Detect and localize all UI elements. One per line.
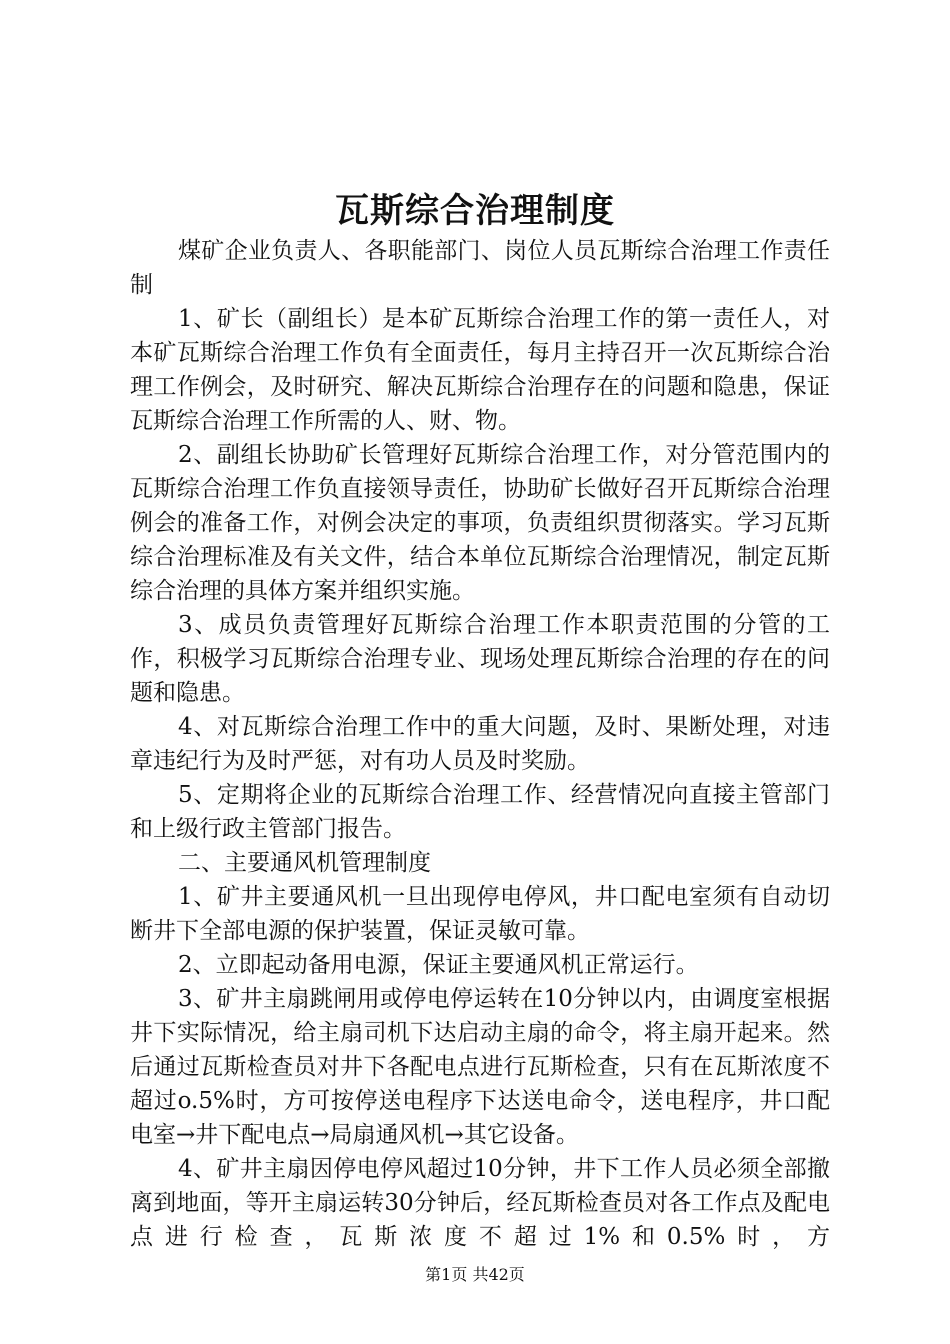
paragraph-item-3: 3、成员负责管理好瓦斯综合治理工作本职责范围的分管的工作，积极学习瓦斯综合治理专业、现场处理瓦斯综合治理的存在的问题和隐患。 bbox=[130, 612, 830, 706]
paragraph-item-1: 1、矿长（副组长）是本矿瓦斯综合治理工作的第一责任人，对本矿瓦斯综合治理工作负有全面责任，每月主持召开一次瓦斯综合治理工作例会，及时研究、解决瓦斯综合治理存在的问题和隐患，保证瓦斯综合治理工作所需的人、财、物。 bbox=[130, 306, 830, 434]
paragraph-ventilation-4: 4、矿井主扇因停电停风超过10分钟，井下工作人员必须全部撤离到地面，等开主扇运转30分钟后，经瓦斯检查员对各工作点及配电点进行检查，瓦斯浓度不超过1%和0.5%时，方 bbox=[130, 1156, 830, 1250]
paragraph-item-2: 2、副组长协助矿长管理好瓦斯综合治理工作，对分管范围内的瓦斯综合治理工作负直接领导责任，协助矿长做好召开瓦斯综合治理例会的准备工作，对例会决定的事项，负责组织贯彻落实。学习瓦斯综合治理标准及有关文件，结合本单位瓦斯综合治理情况，制定瓦斯综合治理的具体方案并组织实施。 bbox=[130, 442, 830, 604]
section-heading-ventilation: 二、主要通风机管理制度 bbox=[178, 850, 431, 876]
page-footer: 第1页 共42页 bbox=[425, 1265, 525, 1284]
paragraph-item-5: 5、定期将企业的瓦斯综合治理工作、经营情况向直接主管部门和上级行政主管部门报告。 bbox=[130, 782, 830, 842]
paragraph-ventilation-2: 2、立即起动备用电源，保证主要通风机正常运行。 bbox=[178, 952, 699, 978]
paragraph-intro: 煤矿企业负责人、各职能部门、岗位人员瓦斯综合治理工作责任制 bbox=[130, 238, 830, 298]
paragraph-item-4: 4、对瓦斯综合治理工作中的重大问题，及时、果断处理，对违章违纪行为及时严惩，对有功人员及时奖励。 bbox=[130, 714, 830, 774]
paragraph-ventilation-3: 3、矿井主扇跳闸用或停电停运转在10分钟以内，由调度室根据井下实际情况，给主扇司机下达启动主扇的命令，将主扇开起来。然后通过瓦斯检查员对井下各配电点进行瓦斯检查，只有在瓦斯浓度不超过o.5%时，方可按停送电程序下达送电命令，送电程序，井口配电室→井下配电点→局扇通风机→其它设备。 bbox=[130, 986, 830, 1148]
document-title: 瓦斯综合治理制度 bbox=[335, 191, 615, 231]
paragraph-ventilation-1: 1、矿井主要通风机一旦出现停电停风，井口配电室须有自动切断井下全部电源的保护装置，保证灵敏可靠。 bbox=[130, 884, 830, 944]
document-body bbox=[130, 234, 830, 1254]
